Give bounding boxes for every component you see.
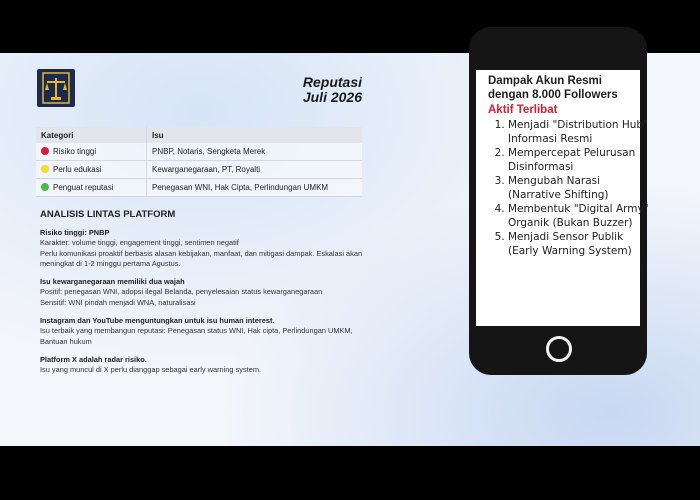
- analysis-block: [40, 316, 370, 347]
- analysis-heading: Isu kewarganegaraan memiliki dua wajah: [40, 277, 185, 287]
- table-row: [36, 143, 362, 161]
- phone-heading: Dampak Akun Resmi dengan 8.000 Followers: [488, 75, 618, 101]
- ministry-logo-icon: [37, 69, 75, 107]
- analysis-heading: Instagram dan YouTube menguntungkan untuk isu human interest.: [40, 316, 275, 326]
- analysis-text: Perlu komunikasi proaktif berbasis alasan kebijakan, manfaat, dan mitigasi dampak. Eskalasi akan meningkat di 1-2 minggu pertama Agustus.: [40, 248, 363, 268]
- table-cell-isu: PNBP, Notaris, Sengketa Merek: [147, 143, 363, 161]
- analysis-text: Positif: penegasan WNI, adopsi ilegal Belanda, penyelesaian status kewarganegaraan: [40, 287, 323, 297]
- list-item: 2. Mempercepat Pelurusan Disinformasi: [508, 146, 653, 174]
- slide-title: [270, 75, 362, 105]
- title-line-1: Reputasi: [302, 74, 362, 90]
- analysis-text: Karakter: volume tinggi, engagement tinggi, sentimen negatif: [40, 238, 239, 248]
- list-item: 4. Membentuk "Digital Army" Organik (Bukan Buzzer): [508, 202, 653, 230]
- analysis-heading: Platform X adalah radar risiko.: [40, 354, 147, 364]
- analysis-block: [40, 228, 370, 269]
- phone-subheading: Aktif Terlibat: [488, 104, 558, 116]
- analysis-block: [40, 277, 370, 308]
- table-cell-isu: Penegasan WNI, Hak Cipta, Perlindungan UMKM: [147, 179, 363, 197]
- phone-home-button-icon: [546, 336, 572, 362]
- red-status-dot-icon: [41, 147, 49, 155]
- table-cell-isu: Kewarganegaraan, PT, Royalti: [147, 161, 363, 179]
- analysis-text: Sensitif: WNI pindah menjadi WNA, naturalisasi: [40, 297, 196, 307]
- analysis-body: [40, 228, 370, 384]
- title-line-2: Juli 2026: [302, 89, 362, 105]
- table-cell-kategori: [36, 161, 147, 179]
- list-item: 1. Menjadi "Distribution Hub" Informasi Resmi: [508, 118, 653, 146]
- issue-category-table: [36, 127, 362, 197]
- column-header-isu: Isu: [147, 127, 363, 143]
- analysis-section-title: ANALISIS LINTAS PLATFORM: [40, 209, 176, 220]
- green-status-dot-icon: [41, 183, 49, 191]
- yellow-status-dot-icon: [41, 165, 49, 173]
- analysis-text: Isu yang muncul di X perlu dianggap sebagai early warning system.: [40, 365, 262, 375]
- kategori-label: Penguat reputasi: [53, 183, 114, 192]
- table-cell-kategori: [36, 179, 147, 197]
- impact-list: [492, 118, 653, 258]
- table-cell-kategori: [36, 143, 147, 161]
- table-header-row: [36, 127, 362, 143]
- table-row: [36, 161, 362, 179]
- list-item: 5. Menjadi Sensor Publik (Early Warning System): [508, 230, 653, 258]
- column-header-kategori: Kategori: [36, 127, 147, 143]
- analysis-heading: Risiko tinggi: PNBP: [40, 228, 110, 237]
- list-item: 3. Mengubah Narasi (Narrative Shifting): [508, 174, 653, 202]
- analysis-block: [40, 355, 370, 376]
- kategori-label: Risiko tinggi: [53, 147, 97, 156]
- scales-icon: [37, 69, 75, 107]
- kategori-label: Perlu edukasi: [53, 165, 102, 174]
- table-row: [36, 179, 362, 197]
- analysis-text: Isu terbaik yang membangun reputasi: Penegasan status WNI, Hak cipta, Perlindungan UMKM, Bantuan hukum: [40, 326, 353, 346]
